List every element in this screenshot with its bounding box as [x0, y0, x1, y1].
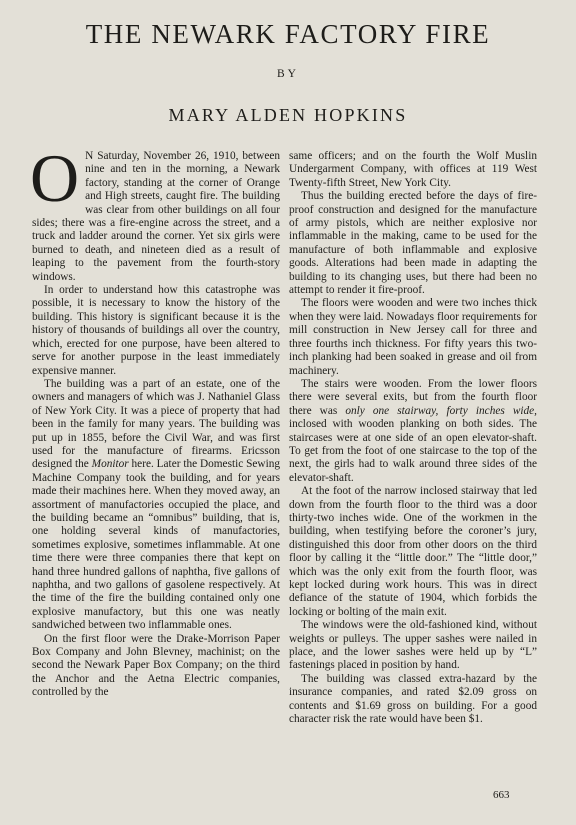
paragraph: The building was classed extra-hazard by the insurance companies, and rated $2.09 gross on contents and $1.69 gross on building. For a good character risk the rate would have been $1.: [289, 672, 537, 726]
emphasis: only one stairway, forty inches wide,: [345, 404, 537, 417]
paragraph: [289, 378, 537, 485]
article-title: THE NEWARK FACTORY FIRE: [85, 19, 491, 49]
paragraph: In order to understand how this catastrophe was possible, it is necessary to know the history of the building. This history is significant because it is the history of thousands of buildings all over the country, which, erected for one purpose, have been altered to serve for another purpose in the least immediately expensive manner.: [32, 284, 280, 377]
ship-name: Monitor: [91, 458, 129, 471]
paragraph: The windows were the old-fashioned kind, without weights or pulleys. The upper sashes were nailed in place, and the lower sashes were held up by “L” fastenings placed in position by hand.: [289, 619, 537, 672]
paragraph: [30, 140, 280, 284]
paragraph: Thus the building erected before the days of fire-proof construction and designed for the manufacture of army pistols, which are neither explosive nor inflammable in the making, came to be used for the manufacture of both inflammable and explosive goods. Alterations had been made in adapting the building to its changing uses, but there had been no attempt to render it fire-proof.: [289, 190, 537, 297]
paragraph: At the foot of the narrow inclosed stairway that led down from the fourth floor to the third was a door thirty-two inches wide. One of the workmen in the building, when testifying before the coroner’s jury, distinguished this door from other doors on the third floor by calling it the “little door.” The “little door,” which was the only exit from the fourth floor, was kept locked during work hours. This was in direct defiance of the statute of 1904, which forbids the locking or bolting of the main exit.: [289, 485, 537, 618]
paragraph: [32, 378, 280, 633]
drop-cap: O: [30, 140, 80, 216]
byline: BY: [277, 68, 299, 80]
left-column: [30, 140, 280, 700]
paragraph-text: N Saturday, November 26, 1910, between nine and ten in the morning, a Newark factory, standing at the corner of Orange and High streets, caught fire. The building was clear from other buildings on all four sides; there was a fire-engine across the street, and a truck and ladder around the corner. Yet six girls were burned to death, and nineteen died as a result of leaping to the pavement from the fourth-story windows.: [32, 150, 280, 283]
paragraph: On the first floor were the Drake-Morrison Paper Box Company and John Blevney, machinist; on the second the Newark Paper Box Company; on the third the Anchor and the Aetna Electric companies, controlled by the: [32, 632, 280, 699]
right-column: [289, 150, 537, 726]
author-name: MARY ALDEN HOPKINS: [168, 105, 408, 125]
paragraph: same officers; and on the fourth the Wolf Muslin Undergarment Company, with offices at 119 West Twenty-fifth Street, New York City.: [289, 150, 537, 189]
paragraph-text: The stairs were wooden. From the lower floors there were several exits, but from the fourth floor there was: [289, 377, 537, 417]
paragraph-text: The building was a part of an estate, one of the owners and managers of which was J. Nathaniel Glass of New York City. It was a piece of property that had been in the family for many years. The building was put up in 1855, before the Civil War, and was first used for the manufacture of firearms. Ericsson designed the: [32, 377, 280, 471]
paragraph-text: here. Later the Domestic Sewing Machine Company took the building, and for years made their machines here. When they moved away, an assortment of manufactories occupied the place, and the building became an “omnibus” building, that is, one holding several kinds of manufactories, sometimes explosive, sometimes inflammable. At one time there were three companies there that kept on hand three hundred gallons of naphtha, five gallons of naphtha, and two gallons of gasolene respectively. At the time of the fire the building contained only one explosive manufactory, but this one was neatly sandwiched between two inflammable ones.: [32, 458, 280, 632]
paragraph: The floors were wooden and were two inches thick when they were laid. Nowadays floor requirements for mill construction in New Jersey call for three and three fourths inch thickness. For fifty years this two-inch planking had been soaked in grease and oil from machinery.: [289, 297, 537, 377]
paragraph-text: inclosed with wooden planking on both sides. The staircases were at one side of an open elevator-shaft. To get from the foot of one staircase to the top of the next, the girls had to walk around three sides of the elevator-shaft.: [289, 418, 537, 484]
page-number: 663: [493, 789, 510, 801]
